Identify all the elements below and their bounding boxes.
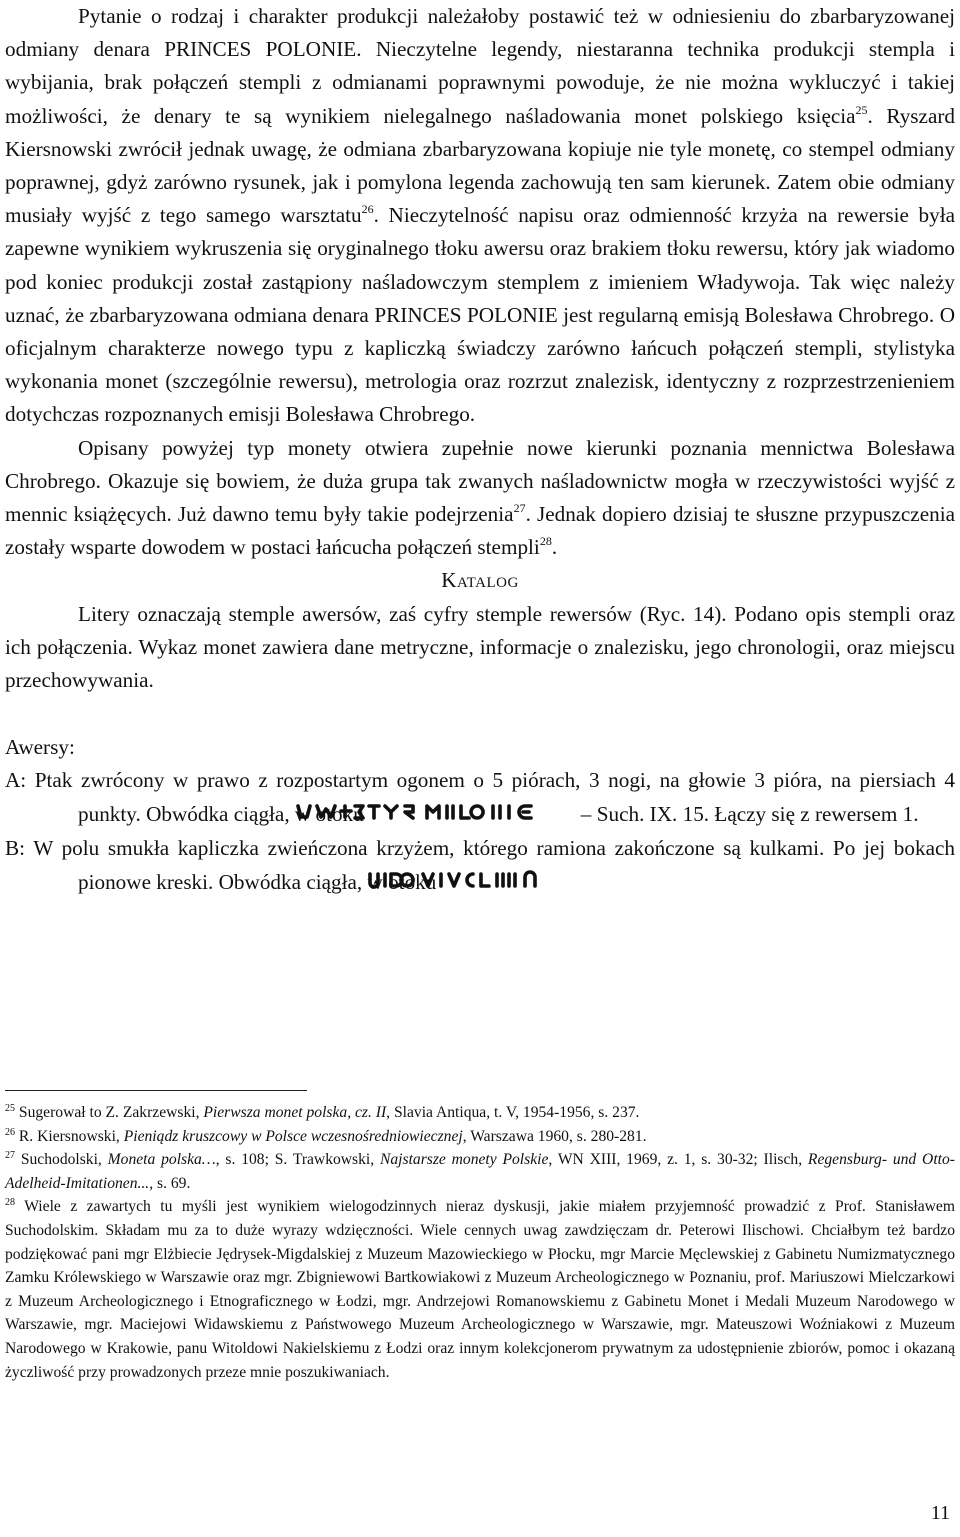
footnote-number: 26 [5, 1126, 15, 1138]
footnote-ref-26[interactable]: 26 [361, 202, 374, 217]
footnote-text: , WN XIII, 1969, z. 1, s. 30-32; Ilisch, [548, 1151, 808, 1169]
entry-letter: B: [5, 836, 26, 861]
footnote-28 [5, 1195, 955, 1384]
footnote-text: , s. 108; S. Trawkowski, [215, 1151, 380, 1169]
paragraph-text: . Jednak dopiero dzisiaj te słuszne przypuszczenia zostały wsparte dowodem w postaci łańcucha połączeń stempli [5, 502, 955, 560]
entry-description: Ptak zwrócony w prawo z rozpostartym ogonem o 5 piórach, 3 nogi, na głowie 3 pióra, na piersiach 4 punkty. Obwódka ciągła, w otoku [34, 768, 956, 826]
paragraph-text: Pytanie o rodzaj i charakter produkcji należałoby postawić też w odniesieniu do zbarbaryzowanej odmiany denara PRINCES POLONIE. Nieczytelne legendy, niestaranna technika produkcji stempla i wybijania, brak połączeń stempli z odmianami poprawnymi powoduje, że nie można wykluczyć i takiej możliwości, że denary te są wynikiem nielegalnego naśladowania monet polskiego księcia [5, 4, 955, 128]
legend-glyph-b-icon [440, 867, 573, 900]
paragraph-text: . [551, 535, 558, 560]
paragraph-princes-polonie [5, 0, 955, 432]
footnote-number: 25 [5, 1103, 15, 1114]
catalog-entry-a [5, 764, 955, 832]
entry-description: W polu smukła kapliczka zwieńczona krzyżem, którego ramiona zakończone są kulkami. Po jej bokach pionowe kreski. Obwódka ciągła, w otoku [33, 836, 955, 894]
footnote-text: Wiele z zawartych tu myśli jest wynikiem wielogodzinnych nieraz dyskusji, jakie miałem przyjemność prowadzić z Prof. Stanisławem Suchodolskim. Składam mu za to duże wyrazy wdzięczności. Wiele cennych uwag zawdzięczam dr. Peterowi Ilischowi. Chciałbym też bardzo podziękować pani mgr Elżbiecie Jędrysek-Migdalskiej z Muzeum Mazowieckiego w Płocku, mgr Marcie Męclewskiej z Gabinetu Numizmatycznego Zamku Królewskiego w Warszawie oraz mgr. Zbigniewowi Bartkowiakowi z Muzeum Archeologicznego w Poznaniu, prof. Mariuszowi Mielczarkowi z Muzeum Archeologicznego i Etnograficznego w Łodzi, mgr. Andrzejowi Romanowskiemu z Gabinetu Monet i Medali Muzeum Narodowego w Warszawie, mgr. Maciejowi Widawskiemu z Państwowego Muzeum Archeologicznego w Warszawie, mgr. Mateuszowi Woźniakowi z Muzeum Narodowego w Krakowie, panu Witoldowi Nakielskiemu z Łodzi oraz innym kolekcjonerom prywatnym za udostępnienie zbiorów, pomoc i okazaną życzliwość przy prowadzonych przeze mnie poszukiwaniach. [5, 1198, 955, 1381]
footnote-separator [5, 1090, 307, 1091]
footnote-27 [5, 1148, 955, 1195]
footnote-title: Regensburg- und Otto-Adelheid-Imitationen... [5, 1151, 955, 1192]
awersy-label: Awersy: [5, 735, 75, 760]
main-text [5, 0, 955, 900]
footnote-title: Najstarsze monety Polskie [379, 1151, 549, 1169]
catalog-intro: Litery oznaczają stemple awersów, zaś cyfry stemple rewersów (Ryc. 14). Podano opis stempli oraz ich połączenia. Wykaz monet zawiera dane metryczne, informacje o znalezisku, jego chronologii, oraz miejscu przechowywania. [5, 601, 955, 693]
footnote-number: 28 [5, 1197, 15, 1209]
footnote-ref-28[interactable]: 28 [539, 534, 552, 549]
footnote-title: Pierwsza monet polska, cz. II [203, 1104, 387, 1121]
footnote-text: , s. 69. [149, 1174, 191, 1192]
entry-description-end: – Such. IX. 15. Łączy się z rewersem 1. [580, 801, 919, 826]
footnote-26 [5, 1125, 955, 1149]
page-number: 11 [930, 1502, 950, 1524]
paragraph-text: Opisany powyżej typ monety otwiera zupełnie nowe kierunki poznania mennictwa Bolesława Chrobrego. Okazuje się bowiem, że duża grupa tak zwanych naśladownictw mogła w rzeczywistości wyjść z mennic książęcych. Już dawno temu były takie podejrzenia [5, 435, 955, 527]
footnote-ref-27[interactable]: 27 [513, 501, 526, 516]
footnote-number: 27 [5, 1150, 15, 1162]
paragraph-text: . Ryszard Kiersnowski zwrócił jednak uwagę, że odmiana zbarbaryzowana kopiuje nie tyle monetę, co stempel odmiany poprawnej, gdyż zarówno rysunek, jak i pomylona legenda zachowują ten sam kierunek. Zatem obie odmiany musiały wyjść z tego samego warsztatu [5, 103, 955, 228]
footnote-25 [5, 1101, 955, 1125]
footnote-text: Suchodolski, [20, 1151, 108, 1169]
paragraph-text: . Nieczytelność napisu oraz odmienność krzyża na rewersie była zapewne wynikiem wykruszenia się oryginalnego tłoku awersu oraz brakiem tłoku rewersu, który jak wiadomo pod koniec produkcji został zastąpiony naśladowczym stemplem z imieniem Władywoja. Tak więc należy uznać, że zbarbaryzowana odmiana denara PRINCES POLONIE jest regularną emisją Bolesława Chrobrego. O oficjalnym charakterze nowego typu z kapliczką świadczy zarówno łańcuch połączeń stempli, stylistyka wykonania monet (szczególnie rewersu), metrologia oraz rozrzut znalezisk, identyczny z rozprzestrzenieniem dotychczas rozpoznanych emisji Bolesława Chrobrego. [5, 203, 955, 427]
footnote-title: Pieniądz kruszcowy w Polsce wczesnośredniowiecznej [123, 1127, 463, 1145]
footnote-text: Sugerował to Z. Zakrzewski, [18, 1104, 204, 1121]
footnote-text: , Slavia Antiqua, t. V, 1954-1956, s. 237. [386, 1104, 640, 1121]
spacer [5, 697, 955, 731]
footnotes [5, 1101, 955, 1384]
footnote-ref-25[interactable]: 25 [855, 102, 868, 117]
footnote-title: Moneta polska… [107, 1151, 216, 1169]
paragraph-new-directions [5, 432, 955, 565]
footnote-text: , Warszawa 1960, s. 280-281. [462, 1127, 647, 1145]
catalog-heading: Katalog [441, 568, 519, 593]
catalog-entry-b [5, 832, 955, 900]
legend-glyph-a-icon [368, 799, 577, 832]
entry-letter: A: [5, 768, 27, 793]
footnote-text: R. Kiersnowski, [18, 1127, 124, 1145]
